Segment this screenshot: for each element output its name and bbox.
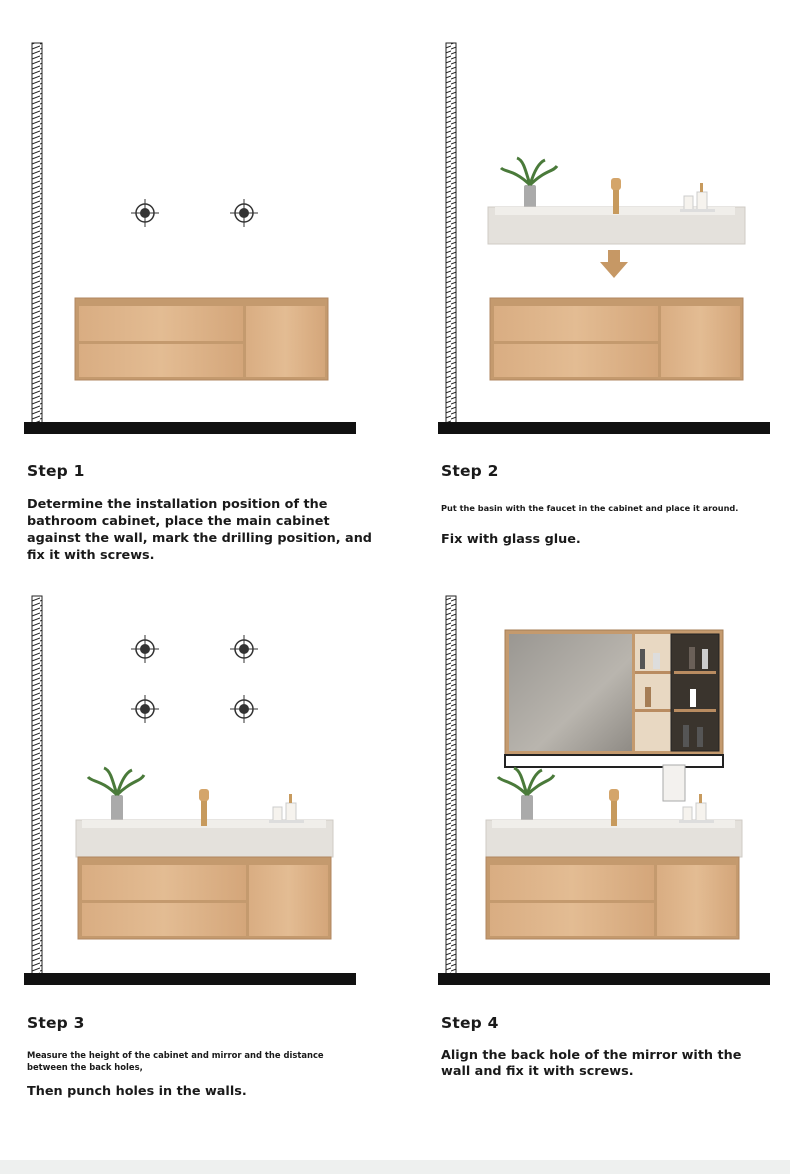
step-title: Step 2 — [441, 462, 499, 480]
floor — [438, 973, 770, 985]
step-1-panel — [0, 0, 395, 587]
floor — [438, 422, 770, 434]
step-title: Step 4 — [441, 1014, 499, 1032]
footer-band — [0, 1160, 790, 1174]
drill-target-icon — [230, 199, 258, 227]
step-title: Step 1 — [27, 462, 85, 480]
wood-cabinet — [78, 857, 331, 939]
step-1-illustration — [0, 0, 395, 440]
floor — [24, 422, 356, 434]
mirror-cabinet — [505, 630, 723, 767]
step-3-panel — [0, 587, 395, 1174]
drill-target-icon — [230, 635, 258, 663]
wall — [446, 596, 456, 976]
plant-icon — [501, 158, 557, 211]
down-arrow-icon — [600, 250, 628, 278]
step-3-illustration — [0, 587, 395, 1027]
step-description: Put the basin with the faucet in the cabinet and place it around. — [441, 503, 739, 513]
step-4-illustration — [395, 587, 790, 1027]
step-description-secondary: Then punch holes in the walls. — [27, 1084, 247, 1099]
step-description: Measure the height of the cabinet and mirror and the distance between the back holes, — [27, 1050, 324, 1072]
drill-target-icon — [131, 199, 159, 227]
wall — [32, 43, 42, 423]
step-2-illustration — [395, 0, 790, 440]
floor — [24, 973, 356, 985]
soap-bottles-icon — [269, 794, 304, 823]
wall — [32, 596, 42, 976]
step-description: Align the back hole of the mirror with the wall and fix it with screws. — [441, 1048, 742, 1079]
wall — [446, 43, 456, 423]
wood-cabinet — [486, 857, 739, 939]
step-4-panel — [395, 587, 790, 1174]
drill-target-icon — [131, 635, 159, 663]
wood-cabinet — [490, 298, 743, 380]
plant-icon — [88, 768, 144, 823]
step-2-panel — [395, 0, 790, 587]
step-description: Determine the installation position of the bathroom cabinet, place the main cabinet against the wall, mark the drilling position, and fix it with screws. — [27, 497, 372, 563]
drill-target-icon — [131, 695, 159, 723]
step-description-secondary: Fix with glass glue. — [441, 532, 581, 547]
plant-icon — [498, 768, 554, 823]
drill-target-icon — [230, 695, 258, 723]
towel-icon — [663, 765, 685, 801]
wood-cabinet — [75, 298, 328, 380]
step-title: Step 3 — [27, 1014, 85, 1032]
